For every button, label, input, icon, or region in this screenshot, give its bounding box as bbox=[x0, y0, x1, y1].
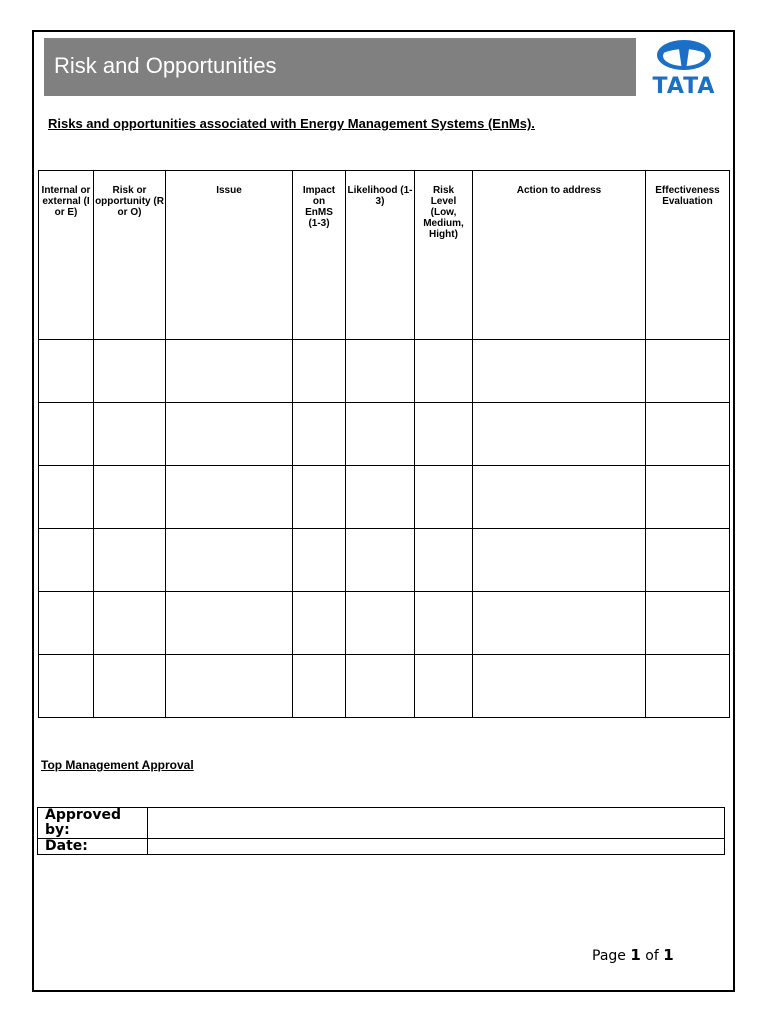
title-bar bbox=[44, 38, 636, 96]
table-cell[interactable] bbox=[293, 403, 346, 466]
table-cell[interactable] bbox=[646, 655, 730, 718]
table-cell[interactable] bbox=[166, 655, 293, 718]
approved-by-row bbox=[38, 808, 725, 839]
risk-table bbox=[38, 170, 730, 718]
column-header: Impact on EnMS (1-3) bbox=[293, 171, 346, 340]
table-row bbox=[39, 529, 730, 592]
table-cell[interactable] bbox=[473, 655, 646, 718]
table-cell[interactable] bbox=[346, 403, 415, 466]
column-header: Internal or external (I or E) bbox=[39, 171, 94, 340]
page-number bbox=[592, 946, 674, 964]
approved-by-label: Approved by: bbox=[38, 808, 148, 839]
table-cell[interactable] bbox=[39, 655, 94, 718]
document-subtitle: Risks and opportunities associated with Energy Management Systems (EnMs). bbox=[48, 116, 535, 131]
column-header: Likelihood (1-3) bbox=[346, 171, 415, 340]
table-row bbox=[39, 592, 730, 655]
table-cell[interactable] bbox=[293, 340, 346, 403]
table-cell[interactable] bbox=[39, 340, 94, 403]
table-cell[interactable] bbox=[415, 655, 473, 718]
risk-table-body bbox=[39, 340, 730, 718]
table-cell[interactable] bbox=[94, 340, 166, 403]
table-cell[interactable] bbox=[94, 466, 166, 529]
table-cell[interactable] bbox=[39, 466, 94, 529]
column-header: Risk Level (Low, Medium, Hight) bbox=[415, 171, 473, 340]
table-cell[interactable] bbox=[166, 466, 293, 529]
table-cell[interactable] bbox=[166, 529, 293, 592]
page-title: Risk and Opportunities bbox=[54, 53, 277, 78]
table-cell[interactable] bbox=[415, 340, 473, 403]
table-cell[interactable] bbox=[94, 529, 166, 592]
table-cell[interactable] bbox=[94, 655, 166, 718]
page-word: Page bbox=[592, 948, 626, 964]
table-cell[interactable] bbox=[473, 403, 646, 466]
approval-table bbox=[37, 807, 725, 855]
table-cell[interactable] bbox=[293, 655, 346, 718]
table-cell[interactable] bbox=[166, 592, 293, 655]
table-cell[interactable] bbox=[293, 466, 346, 529]
date-label: Date: bbox=[38, 839, 148, 855]
date-field[interactable] bbox=[148, 839, 725, 855]
column-header: Effectiveness Evaluation bbox=[646, 171, 730, 340]
table-cell[interactable] bbox=[473, 592, 646, 655]
table-cell[interactable] bbox=[39, 403, 94, 466]
of-word: of bbox=[645, 948, 659, 964]
table-cell[interactable] bbox=[346, 340, 415, 403]
column-header: Risk or opportunity (R or O) bbox=[94, 171, 166, 340]
approved-by-field[interactable] bbox=[148, 808, 725, 839]
table-header-row bbox=[39, 171, 730, 340]
table-row bbox=[39, 340, 730, 403]
tata-emblem-icon bbox=[646, 38, 722, 74]
table-cell[interactable] bbox=[346, 529, 415, 592]
table-cell[interactable] bbox=[346, 592, 415, 655]
logo-wordmark: TATA bbox=[652, 74, 716, 99]
table-cell[interactable] bbox=[94, 403, 166, 466]
table-cell[interactable] bbox=[473, 340, 646, 403]
column-header: Issue bbox=[166, 171, 293, 340]
approval-title: Top Management Approval bbox=[41, 758, 194, 772]
table-cell[interactable] bbox=[646, 340, 730, 403]
table-cell[interactable] bbox=[646, 466, 730, 529]
table-cell[interactable] bbox=[415, 403, 473, 466]
table-cell[interactable] bbox=[166, 403, 293, 466]
table-row bbox=[39, 466, 730, 529]
table-cell[interactable] bbox=[293, 592, 346, 655]
date-row bbox=[38, 839, 725, 855]
table-cell[interactable] bbox=[293, 529, 346, 592]
table-cell[interactable] bbox=[94, 592, 166, 655]
table-cell[interactable] bbox=[473, 529, 646, 592]
table-cell[interactable] bbox=[415, 466, 473, 529]
table-cell[interactable] bbox=[39, 529, 94, 592]
current-page: 1 bbox=[630, 946, 641, 964]
table-cell[interactable] bbox=[415, 592, 473, 655]
total-pages: 1 bbox=[663, 946, 674, 964]
table-cell[interactable] bbox=[346, 466, 415, 529]
table-cell[interactable] bbox=[646, 403, 730, 466]
table-cell[interactable] bbox=[415, 529, 473, 592]
table-cell[interactable] bbox=[646, 592, 730, 655]
table-row bbox=[39, 403, 730, 466]
table-cell[interactable] bbox=[646, 529, 730, 592]
table-cell[interactable] bbox=[473, 466, 646, 529]
table-cell[interactable] bbox=[346, 655, 415, 718]
column-header: Action to address bbox=[473, 171, 646, 340]
table-cell[interactable] bbox=[39, 592, 94, 655]
tata-logo bbox=[646, 38, 722, 98]
table-row bbox=[39, 655, 730, 718]
table-cell[interactable] bbox=[166, 340, 293, 403]
